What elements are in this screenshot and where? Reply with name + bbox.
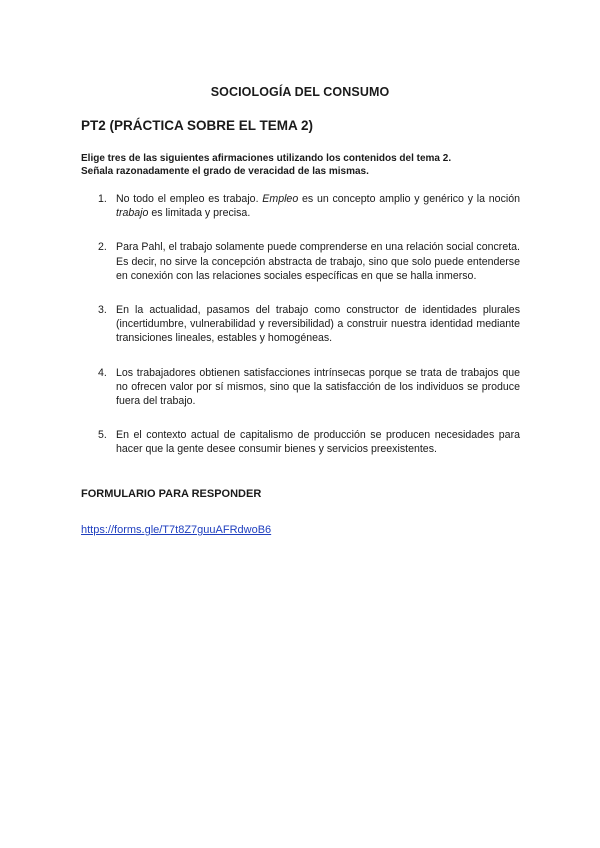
statement-number: 4. [98, 366, 107, 379]
instruction-line: Señala razonadamente el grado de veracidad de las mismas. [81, 166, 369, 177]
statement-text: No todo el empleo es trabajo. Empleo es un concepto amplio y genérico y la noción trabajo es limitada y precisa. [116, 193, 521, 220]
statement-text: En la actualidad, pasamos del trabajo como constructor de identidades plurales (incertidumbre, vulnerabilidad y reversibilidad) a construir nuestra identidad mediante transiciones lineales, estables y homogéneas. [116, 304, 520, 345]
statement-item [98, 192, 520, 220]
document-title: SOCIOLOGÍA DEL CONSUMO [210, 85, 390, 99]
statement-number: 3. [98, 304, 107, 317]
statement-item [98, 303, 520, 346]
statement-text: En el contexto actual de capitalismo de producción se producen necesidades para hacer que la gente desee consumir bienes y servicios preexistentes. [116, 429, 520, 456]
statement-number: 5. [98, 429, 107, 442]
statement-number: 1. [98, 193, 107, 205]
statements-list [98, 192, 520, 477]
instructions [81, 152, 521, 178]
section-title: PT2 (PRÁCTICA SOBRE EL TEMA 2) [81, 118, 314, 133]
statement-item [98, 366, 520, 409]
statement-item [98, 428, 520, 456]
form-link[interactable]: https://forms.gle/T7t8Z7guuAFRdwoB6 [81, 524, 272, 536]
statement-text: Para Pahl, el trabajo solamente puede comprenderse en una relación social concreta. Es decir, no sirve la concepción abstracta de trabajo, sino que solo puede entenderse en conexión con las relaciones sociales específicas en que se halla inmerso. [116, 241, 520, 282]
emphasis-term: Empleo [262, 193, 299, 205]
statement-number: 2. [98, 241, 107, 254]
statement-text: Los trabajadores obtienen satisfacciones intrínsecas porque se trata de trabajos que no ofrecen valor por sí mismos, sino que la satisfacción de los individuos se produce fuera del trabajo. [116, 366, 520, 408]
form-heading: FORMULARIO PARA RESPONDER [81, 488, 262, 500]
statement-item [98, 240, 520, 283]
instruction-line: Elige tres de las siguientes afirmaciones utilizando los contenidos del tema 2. [81, 153, 452, 164]
emphasis-term: trabajo [116, 207, 149, 220]
